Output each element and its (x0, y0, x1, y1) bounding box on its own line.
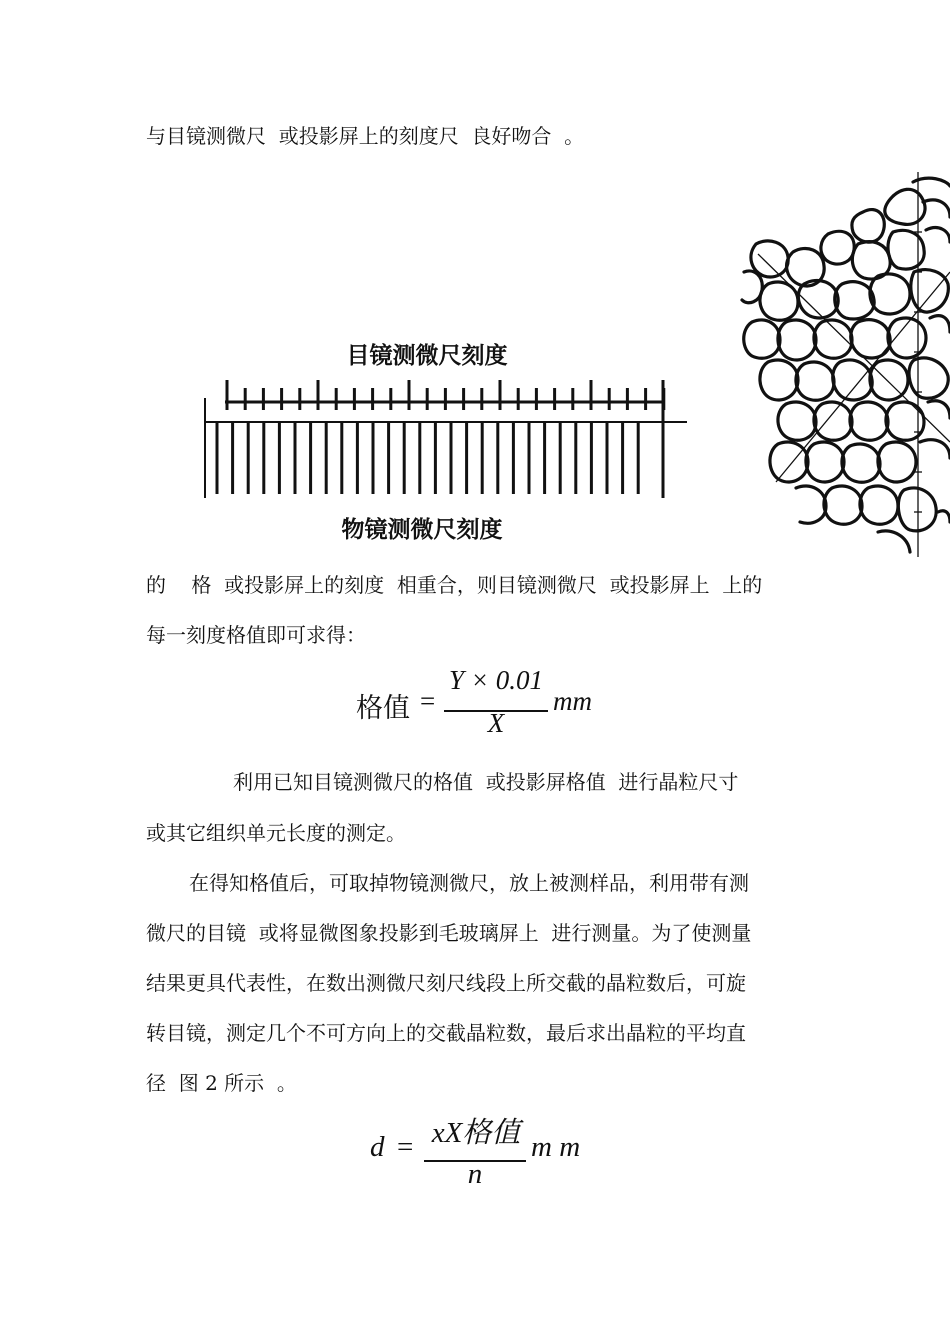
paragraph-line-8: 转目镜，测定几个不可方向上的交截晶粒数，最后求出晶粒的平均直 (146, 1021, 746, 1045)
formula2-lhs: d (370, 1131, 385, 1163)
objective-scale-label: 物镜测微尺刻度 (341, 517, 503, 543)
paragraph-line-9: 径 图 2 所示 。 (146, 1071, 297, 1095)
formula2-unit: m m (531, 1131, 581, 1163)
formula2-numerator: xX格值 (431, 1117, 521, 1149)
paragraph-line-1: 的 格 或投影屏上的刻度 相重合，则目镜测微尺 或投影屏上 上的 (146, 573, 763, 597)
micrometer-scale-figure (195, 330, 705, 550)
paragraph-line-5: 在得知格值后，可取掉物镜测微尺，放上被测样品，利用带有测 (189, 871, 749, 895)
formula1-lhs: 格值 (356, 693, 410, 723)
formula1-denominator: X (487, 708, 505, 738)
paragraph-line-7: 结果更具代表性，在数出测微尺刻尺线段上所交截的晶粒数后，可旋 (146, 971, 746, 995)
formula1-unit: mm (553, 686, 592, 716)
eyepiece-scale-label: 目镜测微尺刻度 (346, 343, 508, 369)
formula1-equals: = (420, 686, 436, 716)
formula2-equals: = (397, 1131, 414, 1163)
paragraph-line-0: 与目镜测微尺 或投影屏上的刻度尺 良好吻合 。 (146, 124, 585, 148)
paragraph-line-3: 利用已知目镜测微尺的格值 或投影屏格值 进行晶粒尺寸 (233, 770, 739, 794)
paragraph-line-2: 每一刻度格值即可求得： (146, 623, 366, 647)
paragraph-line-6: 微尺的目镜 或将显微图象投影到毛玻璃屏上 进行测量。为了使测量 (146, 921, 752, 945)
formula1-numerator: Y × 0.01 (449, 665, 543, 695)
paragraph-line-4: 或其它组织单元长度的测定。 (146, 821, 406, 845)
grain-structure-figure (738, 172, 950, 557)
formula2-denominator: n (467, 1158, 483, 1190)
